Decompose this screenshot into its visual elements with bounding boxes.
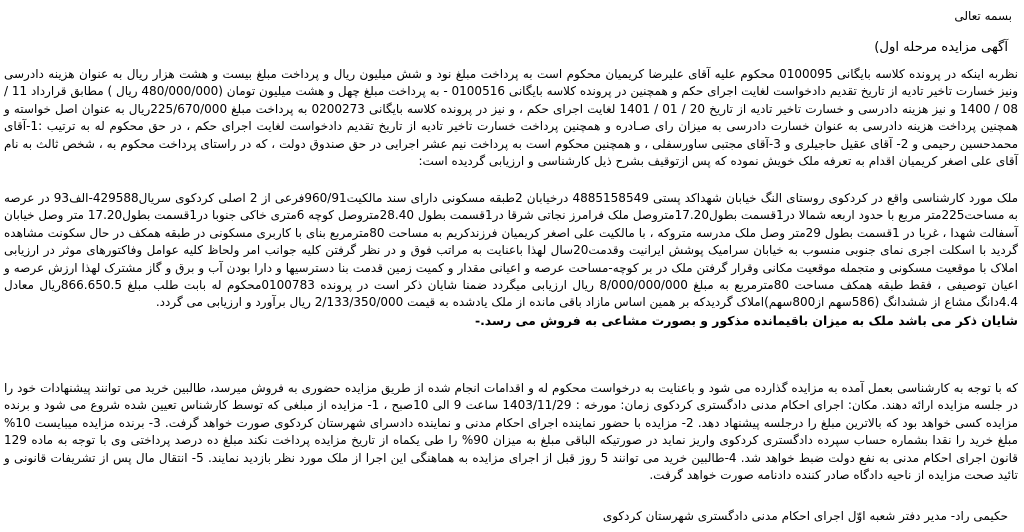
paragraph-auction-terms: که با توجه به کارشناسی بعمل آمده به مزایده گذارده می شود و باعنایت به درخواست محکوم له و اقدامات انجام شده از طریق مزایده حضوری به فروش میرسد، طالبین خرید می توانند پیشنهادات خود را در جلسه مزایده ارائه دهند. مکان: اجرای احکام مدنی دادگستری کردکوی زمان: مورخه : 1403/11/29 ساعت 9 الی 10صبح ، 1- مزایده از مبلغی که توسط کارشناس تعیین شده شروع می شود و برنده مزایده کسی خواهد بود که بالاترین مبلغ را درجلسه پیشنهاد دهد. 2- مزایده با حضور نماینده اجرای احکام مدنی و نماینده دادسرای شهرستان کردکوی صورت خواهد گرفت. 3- برنده مزایده میبایست 10% مبلغ خرید را نقدا بشماره حساب سپرده دادگستری کردکوی واریز نماید در صورتیکه الباقی مبلغ به میزان 90% را طی یکماه از تاریخ مزایده پرداخت نکند مبلغ ده درصد پرداختی وی با توجه به ماده 129 قانون اجرای احکام مدنی به نفع دولت ضبط خواهد شد. 4-طالبین خرید می توانند 5 روز قبل از اجرای مزایده به هماهنگی این اجرا از ملک مورد نظر بازدید نمایند. 5- انتقال مال پس از تشریفات قانونی و تائید صحت مزایده از ناحیه دادگاه صادر کننده دادنامه صورت خواهد گرفت. [4, 381, 1019, 483]
paragraph-property-description [4, 190, 1018, 330]
signature-line: حکیمی راد- مدیر دفتر شعبه اوّل اجرای احکام مدنی دادگستری شهرستان کردکوی [602, 509, 1008, 523]
sale-note: شایان ذکر می باشد ملک به میزان باقیمانده مذکور و بصورت مشاعی به فروش می رسد.- [474, 312, 1018, 328]
heading: بسمه تعالی [954, 9, 1012, 23]
notice-title: آگهی مزایده مرحله اول) [874, 40, 1008, 55]
paragraph-case-details: نظربه اینکه در پرونده کلاسه بایگانی 0100095 محکوم علیه آقای علیرضا کریمیان محکوم است به پرداخت مبلغ نود و شش میلیون ریال و پرداخت مبلغ بیست و هشت هزار ریال به عنوان هزینه دادرسی ونیز خسارت تاخیر تادیه از تاریخ تقدیم دادخواست لغایت اجرای حکم و همچنین در پرونده کلاسه بایگانی 0100516 - به پرداخت مبلغ چهل و هشت میلیون تومان (480/000/000 ریال ) مطابق قرارداد 11 / 08 / 1400 و نیز هزینه دادرسی و خسارت تاخیر تادیه از تاریخ 20 / 01 / 1401 لغایت اجرای حکم ، و نیز در پرونده کلاسه بایگانی 0200273 به پرداخت مبلغ 225/670/000ریال به عنوان اصل خواسته و همچنین پرداخت هزینه دادرسی به عنوان خسارت دادرسی به میزان رای صـادره و همچنین پرداخت خسارت تاخیر تادیه از تاریخ تقدیم دادخواست لغایت اجرای حکم ، در حق محکوم له به ترتیب :1-آقای محمدحسین رحیمی و 2- آقای عقیل حاجیلری و 3-آقای مجتبی ساورسفلی ، و همچنین محکوم است به پرداخت نیم عشر اجرایی در حق صندوق دولت ، که در راستای پرداخت محکوم به ، شخص ثالث به نام آقای علی اصغر کریمیان اقدام به تعرفه ملک خویش نموده که پس ازتوقیف بشرح ذیل کارشناسی و ارزیابی گردیده است: [4, 67, 1019, 169]
property-description-text: ملک مورد کارشناسی واقع در کردکوی روستای النگ خیابان شهداکد پستی 4885158549 درخیابان 2طبقه مسکونی دارای سند مالکیت960/91فرعی از 2 اصلی کردکوی سریال429588-الف93 در عرصه به مساحت225متر مربع با حدود اربعه شمالا در1قسمت بطول17.20متروصل ملک فرامرز نجاتی شرقا در1قسمت بطول 28.40متروصل کوچه 6متری خاکی جنوبا در1قسمت بطول17.20 متر وصل خیابان آسفالت شهدا ، غربا در 1قسمت بطول 29متر وصل ملک مدرسه متروکه ، با مالکیت علی اصغر کریمیان فرزندکریم به مساحت 80مترمربع بنای با کاربری مسکونی در طبقه همکف در حال سکونت مشاهده گردید با اسکلت اجری نمای جنوبی منسوب به خیابان سرامیک پوشش ایرانیت وقدمت20سال لهذا باعنایت به مراتب فوق و در نظر گرفتن کلیه جوانب امر ولحاظ کلیه عوامل وفاکتورهای موثر در ارزیابی املاک با موقعیت مسکونی و متجمله موقعیت مکانی وقرار گرفتن ملک در بر کوچه-مساحت عرصه و اعیانی مقدار و کمیت زمین قدمت بنا دسترسیها و دارا بودن آب و برق و گاز مشترک لهذا ارزش عرصه و اعیان توصیفی ، فقط طبقه همکف مساحت 80مترمربع به مبلغ 8/000/000/000 ریال ارزیابی میگردد ضمنا شایان ذکر است در پرونده 0100783محکوم له بابت طلب مبلغ 866.650.5ریال معادل 4.4دانگ مشاع از ششدانگ (586سهم از800سهم)املاک گردیدکه بر همین اساس مازاد باقی مانده از ملک یادشده به قیمت 2/133/350/000 ریال برآورد و ارزیابی می گردد. [4, 191, 1019, 310]
auction-notice-page [4, 0, 1018, 532]
